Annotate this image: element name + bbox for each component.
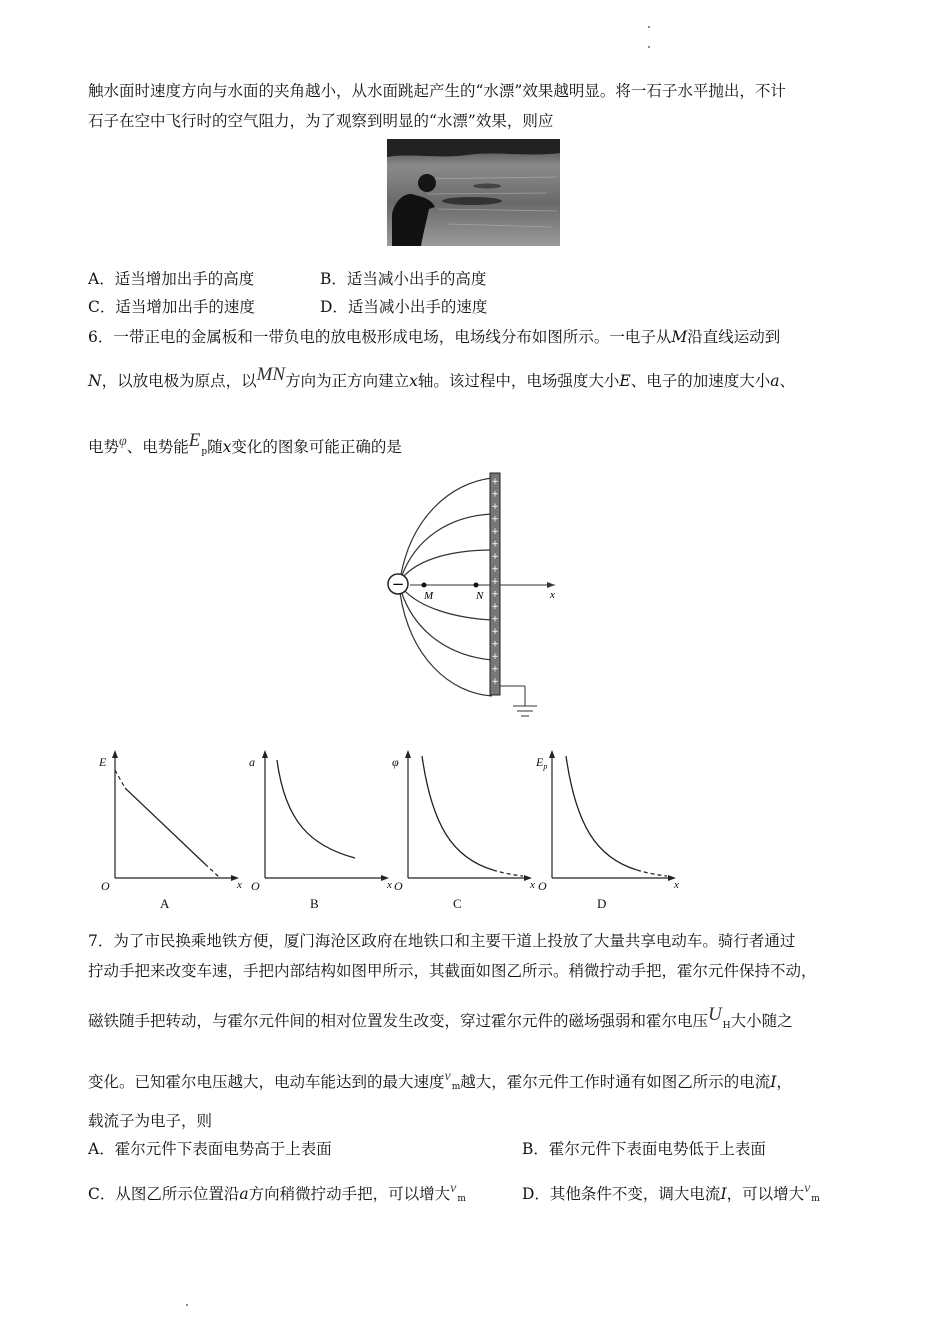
option-graphs <box>90 746 690 921</box>
field-line <box>400 478 492 580</box>
plate-plus-mark: + <box>491 577 499 587</box>
plate-plus-mark: + <box>491 539 499 550</box>
graph-y-label: φ <box>392 755 399 769</box>
graph-curve <box>566 756 637 870</box>
q7-stem-line3 <box>88 1004 793 1037</box>
scan-speck <box>648 26 650 28</box>
q5-stem-line1: 触水面时速度方向与水面的夹角越小，从水面跳起产生的“水漂”效果越明显。将一石子水平抛出，不计 <box>88 82 786 100</box>
scan-speck <box>186 1304 188 1306</box>
graph-y-arrow <box>405 750 411 758</box>
q7-text: 方向稍微拧动手把，可以增大 <box>248 1185 451 1203</box>
x-axis-arrow <box>547 582 555 588</box>
field-line <box>401 514 492 578</box>
graph-y-arrow <box>549 750 555 758</box>
electrode-minus: − <box>391 575 405 593</box>
graph-y-label: a <box>249 755 255 769</box>
q5-option-a: A．适当增加出手的高度 <box>88 270 255 288</box>
point-m-dot <box>422 583 427 588</box>
q7-sym-a: a <box>239 1185 249 1203</box>
stone-skipping-photo <box>387 139 560 246</box>
q7-stem-line4 <box>88 1066 792 1098</box>
q7-text: 变化。已知霍尔电压越大，电动车能达到的最大速度 <box>88 1073 445 1091</box>
graph-origin-label: O <box>101 879 110 893</box>
q6-text: 沿直线运动到 <box>687 328 781 346</box>
plate-plus-mark: + <box>491 502 499 512</box>
q6-stem-line2 <box>88 364 795 392</box>
plate-plus-mark: + <box>491 664 499 675</box>
graph-curve <box>125 788 205 864</box>
plate-plus-mark: + <box>491 652 499 662</box>
electric-field-figure <box>370 468 570 730</box>
q6-text: 方向为正方向建立 <box>285 372 410 390</box>
q7-stem-line2: 拧动手把来改变车速，手把内部结构如图甲所示，其截面如图乙所示。稍微拧动手把，霍尔元件保持不动， <box>88 962 817 980</box>
graph-x-label: x <box>530 879 535 891</box>
plate-plus-mark: + <box>491 677 499 687</box>
point-n-label: N <box>476 590 484 602</box>
graph-option-letter: C <box>453 896 462 911</box>
q6-text: 6．一带正电的金属板和一带负电的放电极形成电场，电场线分布如图所示。一电子从 <box>88 328 672 346</box>
q6-sym-a: a <box>770 372 780 390</box>
q6-sym-mn: MN <box>256 364 286 385</box>
graph-x-label: x <box>674 879 679 891</box>
graph-origin-label: O <box>394 879 403 893</box>
q6-text: 、电子的加速度大小 <box>630 372 771 390</box>
q7-sym-u: U <box>708 1004 722 1025</box>
plate-plus-mark: + <box>491 589 499 600</box>
scan-speck <box>648 46 650 48</box>
q6-stem-line3 <box>88 430 402 463</box>
point-n-dot <box>474 583 479 588</box>
graph-d <box>535 750 679 911</box>
graph-curve-dashed <box>115 770 125 788</box>
q6-text: 轴。该过程中，电场强度大小 <box>417 372 620 390</box>
graph-y-label: $E_p$ <box>536 755 548 771</box>
graph-y-label-sub: p <box>543 762 548 771</box>
plate-plus-mark: + <box>491 614 499 625</box>
q6-text: 、电势能 <box>126 438 189 456</box>
q5-stem-line2: 石子在空中飞行时的空气阻力，为了观察到明显的“水漂”效果，则应 <box>88 112 554 130</box>
field-line <box>403 550 492 577</box>
q6-sym-e: E <box>619 372 631 390</box>
plate-plus-mark: + <box>491 477 499 487</box>
graph-curve-dashed <box>493 870 523 876</box>
graph-origin-label: O <box>538 879 547 893</box>
q7-text: C．从图乙所示位置沿 <box>88 1185 240 1203</box>
q6-text: ，以放电极为原点，以 <box>101 372 257 390</box>
q5-option-c: C．适当增加出手的速度 <box>88 298 255 316</box>
point-m-label: M <box>424 590 434 602</box>
graph-option-letter: B <box>310 896 319 911</box>
q7-sym-uh-sub: H <box>722 1021 731 1031</box>
q6-sym-ep: E <box>188 430 201 451</box>
q6-text: 电势 <box>88 438 120 456</box>
q7-sym-vm-sub: m <box>811 1194 820 1204</box>
q6-sym-ep-sub: p <box>201 447 208 457</box>
q7-sym-v: v <box>804 1181 811 1196</box>
x-axis-label: x <box>550 589 555 601</box>
q7-text: D．其他条件不变，调大电流 <box>522 1185 721 1203</box>
q6-sym-x: x <box>409 372 418 390</box>
graph-curve <box>422 756 493 870</box>
q7-option-c <box>88 1178 466 1210</box>
graph-option-letter: D <box>597 896 607 911</box>
field-line <box>400 593 492 696</box>
graph-x-label: x <box>387 879 392 891</box>
q7-text: 越大，霍尔元件工作时通有如图乙所示的电流 <box>460 1073 771 1091</box>
q7-option-d <box>522 1178 820 1210</box>
q6-sym-x: x <box>222 438 232 456</box>
graph-curve-dashed <box>205 864 219 877</box>
q6-text: 、 <box>779 372 795 390</box>
plate-plus-mark: + <box>491 514 499 525</box>
graph-c <box>392 750 535 911</box>
q6-text: 变化的图象可能正确的是 <box>231 438 402 456</box>
plate-plus-mark: + <box>491 552 499 562</box>
q6-text: 随 <box>207 438 223 456</box>
plate-plus-mark: + <box>491 489 499 500</box>
graph-option-letter: A <box>160 896 170 911</box>
graph-y-arrow <box>262 750 268 758</box>
graph-b <box>249 750 392 911</box>
q6-stem-line1 <box>88 326 780 348</box>
graph-a <box>98 750 242 911</box>
q7-sym-i: I <box>720 1185 727 1203</box>
q5-option-b: B．适当减小出手的高度 <box>320 270 487 288</box>
q6-sym-n: N <box>88 372 102 390</box>
q7-text: 大小随之 <box>730 1012 793 1030</box>
plate-plus-mark: + <box>491 639 499 650</box>
plate-plus-mark: + <box>491 602 499 612</box>
graph-curve <box>277 760 355 858</box>
graph-y-arrow <box>112 750 118 758</box>
q7-stem-line5: 载流子为电子，则 <box>88 1112 213 1130</box>
q7-text: ， <box>776 1073 792 1091</box>
graph-origin-label: O <box>251 879 260 893</box>
graph-x-label: x <box>237 879 242 891</box>
q7-sym-vm-sub: m <box>457 1194 466 1204</box>
q7-stem-line1: 7．为了市民换乘地铁方便，厦门海沧区政府在地铁口和主要干道上投放了大量共享电动车。骑行者通过 <box>88 932 796 950</box>
q7-option-a: A．霍尔元件下表面电势高于上表面 <box>88 1140 332 1158</box>
q7-sym-i: I <box>770 1073 777 1091</box>
q7-sym-v: v <box>444 1069 451 1084</box>
q7-sym-v: v <box>450 1181 457 1196</box>
q7-text: 磁铁随手把转动，与霍尔元件间的相对位置发生改变，穿过霍尔元件的磁场强弱和霍尔电压 <box>88 1012 709 1030</box>
q5-option-d: D．适当减小出手的速度 <box>320 298 488 316</box>
graph-curve-dashed <box>637 870 667 876</box>
q7-sym-vm-sub: m <box>451 1082 461 1092</box>
graph-y-label: E <box>99 755 107 769</box>
plate-plus-mark: + <box>491 527 499 537</box>
q6-sym-m: M <box>671 328 688 346</box>
plate-plus-mark: + <box>491 564 499 575</box>
plate-plus-mark: + <box>491 627 499 637</box>
q7-text: ，可以增大 <box>726 1185 805 1203</box>
q7-option-b: B．霍尔元件下表面电势低于上表面 <box>522 1140 766 1158</box>
q6-sym-phi: φ <box>119 434 127 449</box>
